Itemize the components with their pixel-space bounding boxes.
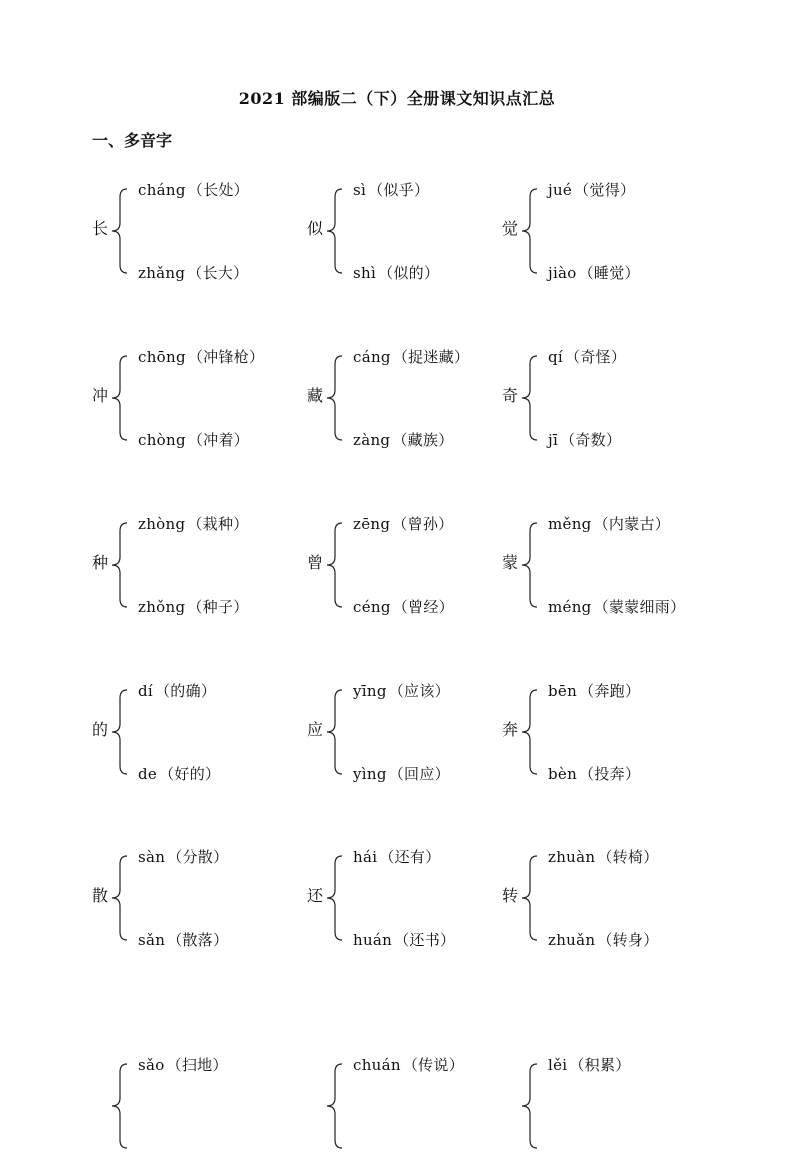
polyphone-character: 冲 [92, 386, 109, 405]
example-word: （应该） [388, 682, 450, 700]
example-word: （曾经） [392, 598, 454, 616]
example-word: （种子） [187, 598, 249, 616]
curly-brace-icon [110, 521, 130, 621]
pinyin: sàn [138, 848, 166, 866]
example-word: （扫地） [166, 1056, 228, 1074]
pinyin: zàng [353, 431, 391, 449]
pinyin: sǎn [138, 931, 166, 949]
example-word: （散落） [167, 931, 229, 949]
reading-top [548, 681, 640, 701]
pinyin: yīng [353, 682, 387, 700]
example-word: （还书） [394, 931, 456, 949]
curly-brace-icon [325, 854, 345, 954]
pinyin: huán [353, 931, 393, 949]
curly-brace-icon [110, 688, 130, 788]
curly-brace-icon [110, 354, 130, 454]
pinyin: jiào [548, 264, 577, 282]
reading-top [138, 180, 249, 200]
polyphone-group [92, 181, 322, 297]
reading-bottom [353, 430, 454, 450]
curly-brace-icon [325, 521, 345, 621]
pinyin: lěi [548, 1056, 568, 1074]
example-word: （转椅） [597, 848, 659, 866]
curly-brace-icon [520, 688, 540, 788]
reading-bottom [138, 263, 248, 283]
polyphone-group [92, 848, 322, 964]
reading-bottom [548, 930, 659, 950]
example-word: （蒙蒙细雨） [593, 598, 686, 616]
example-word: （觉得） [574, 181, 636, 199]
pinyin: bèn [548, 765, 578, 783]
reading-top [548, 1055, 631, 1075]
polyphone-group [502, 181, 732, 297]
polyphone-character: 应 [307, 720, 324, 739]
page-title: 2021 部编版二（下）全册课文知识点汇总 [238, 89, 556, 108]
reading-top [353, 681, 450, 701]
polyphone-character: 种 [92, 553, 109, 572]
polyphone-group [502, 1056, 732, 1172]
curly-brace-icon [520, 854, 540, 954]
example-word: （藏族） [392, 431, 454, 449]
curly-brace-icon [520, 187, 540, 287]
polyphone-group [92, 1056, 322, 1172]
polyphone-character: 的 [92, 720, 109, 739]
pinyin: de [138, 765, 158, 783]
reading-top [138, 347, 264, 367]
reading-top [548, 347, 626, 367]
curly-brace-icon [110, 187, 130, 287]
polyphone-group [502, 682, 732, 798]
reading-top [548, 847, 659, 867]
curly-brace-icon [110, 1062, 130, 1162]
pinyin: méng [548, 598, 592, 616]
pinyin: céng [353, 598, 391, 616]
pinyin: bēn [548, 682, 578, 700]
polyphone-character: 奔 [502, 720, 519, 739]
polyphone-character: 觉 [502, 219, 519, 238]
example-word: （似的） [378, 264, 440, 282]
example-word: （积累） [569, 1056, 631, 1074]
reading-top [138, 847, 228, 867]
reading-top [548, 180, 635, 200]
example-word: （长处） [187, 181, 249, 199]
example-word: （栽种） [187, 515, 249, 533]
example-word: （好的） [159, 765, 221, 783]
example-word: （投奔） [579, 765, 641, 783]
section-heading: 一、多音字 [92, 131, 173, 150]
reading-bottom [138, 764, 220, 784]
polyphone-character: 还 [307, 886, 324, 905]
polyphone-group [92, 515, 322, 631]
reading-top [353, 1055, 464, 1075]
pinyin: jī [548, 431, 559, 449]
example-word: （冲锋枪） [187, 348, 265, 366]
example-word: （的确） [155, 682, 217, 700]
example-word: （转身） [597, 931, 659, 949]
curly-brace-icon [520, 521, 540, 621]
pinyin: jué [548, 181, 573, 199]
pinyin: chuán [353, 1056, 401, 1074]
reading-top [353, 347, 469, 367]
pinyin: zhǒng [138, 598, 186, 616]
pinyin: měng [548, 515, 592, 533]
reading-bottom [353, 597, 454, 617]
reading-bottom [353, 1138, 355, 1158]
reading-bottom [138, 930, 228, 950]
pinyin: zhuàn [548, 848, 596, 866]
example-word: （捉迷藏） [392, 348, 470, 366]
polyphone-group [502, 848, 732, 964]
example-word: （似乎） [368, 181, 430, 199]
polyphone-character: 藏 [307, 386, 324, 405]
polyphone-group [92, 348, 322, 464]
curly-brace-icon [325, 1062, 345, 1162]
pinyin: zhǎng [138, 264, 186, 282]
example-word: （内蒙古） [593, 515, 671, 533]
reading-bottom [138, 430, 249, 450]
polyphone-group [502, 515, 732, 631]
curly-brace-icon [325, 688, 345, 788]
pinyin: zhòng [138, 515, 186, 533]
pinyin: hái [353, 848, 378, 866]
reading-top [353, 514, 453, 534]
reading-bottom [548, 1138, 550, 1158]
reading-top [353, 180, 429, 200]
curly-brace-icon [520, 354, 540, 454]
reading-top [138, 681, 216, 701]
example-word: （长大） [187, 264, 249, 282]
reading-bottom [353, 764, 450, 784]
reading-bottom [548, 263, 640, 283]
example-word: （奇数） [560, 431, 622, 449]
pinyin: dí [138, 682, 153, 700]
pinyin: zēng [353, 515, 391, 533]
reading-bottom [548, 764, 640, 784]
pinyin: sì [353, 181, 367, 199]
reading-top [138, 514, 249, 534]
reading-bottom [138, 1138, 140, 1158]
reading-top [548, 514, 670, 534]
reading-bottom [548, 597, 685, 617]
polyphone-group [92, 682, 322, 798]
polyphone-character: 蒙 [502, 553, 519, 572]
example-word: （奇怪） [565, 348, 627, 366]
polyphone-group [502, 348, 732, 464]
curly-brace-icon [110, 854, 130, 954]
polyphone-character: 奇 [502, 386, 519, 405]
reading-bottom [548, 430, 621, 450]
curly-brace-icon [325, 187, 345, 287]
polyphone-character: 似 [307, 219, 324, 238]
example-word: （回应） [388, 765, 450, 783]
pinyin: shì [353, 264, 377, 282]
reading-top [138, 1055, 228, 1075]
example-word: （分散） [167, 848, 229, 866]
pinyin: chòng [138, 431, 186, 449]
polyphone-character: 散 [92, 886, 109, 905]
reading-bottom [353, 263, 439, 283]
pinyin: cháng [138, 181, 186, 199]
example-word: （冲着） [187, 431, 250, 449]
curly-brace-icon [520, 1062, 540, 1162]
pinyin: sǎo [138, 1056, 165, 1074]
pinyin: chōng [138, 348, 186, 366]
polyphone-character: 曾 [307, 553, 324, 572]
example-word: （还有） [379, 848, 441, 866]
example-word: （睡觉） [578, 264, 640, 282]
reading-bottom [138, 597, 249, 617]
pinyin: yìng [353, 765, 387, 783]
example-word: （奔跑） [579, 682, 641, 700]
example-word: （曾孙） [392, 515, 454, 533]
polyphone-character: 转 [502, 886, 519, 905]
polyphone-character: 长 [92, 219, 109, 238]
curly-brace-icon [325, 354, 345, 454]
pinyin: qí [548, 348, 563, 366]
reading-top [353, 847, 441, 867]
pinyin: cáng [353, 348, 391, 366]
reading-bottom [353, 930, 455, 950]
example-word: （传说） [402, 1056, 465, 1074]
pinyin: zhuǎn [548, 931, 596, 949]
